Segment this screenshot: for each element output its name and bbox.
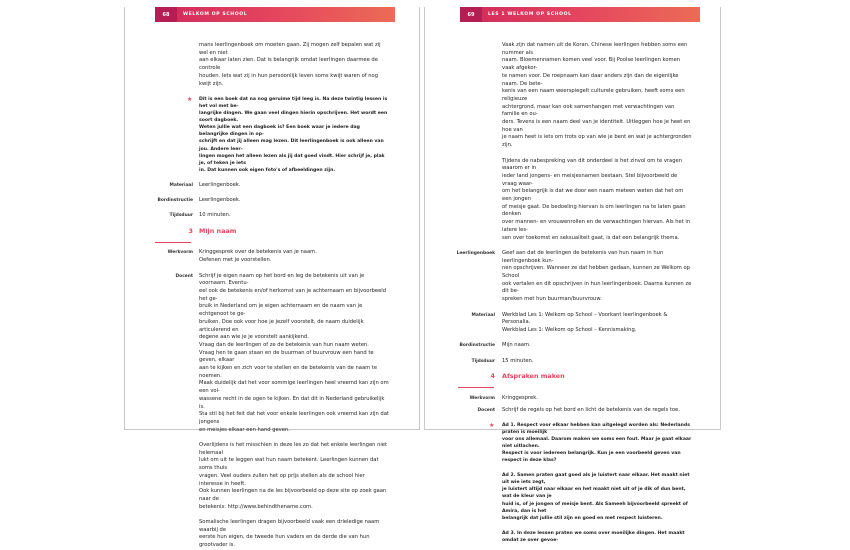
tip-line: Weten jullie wat een dagboek is? Een boek waar je iedere dag belangrijke dingen in op- <box>199 125 360 138</box>
text-line: Vaak zijn dat namen uit de Koran. Chinese leerlingen hebben soms een nummer als <box>502 42 688 56</box>
text-line: te namen voor. De roepnaam kan daar anders zijn dan de eigenlijke naam. De bete- <box>502 72 679 87</box>
tijdsduur-label: Tijdsduur <box>471 358 495 364</box>
materiaal-value: Leerlingenboek. <box>199 181 241 188</box>
section-title: Afspraken maken <box>502 372 565 381</box>
text-line: eel ook de betekenis en/of herkomst van je achternaam en bijvoorbeeld het ge- <box>199 287 386 302</box>
text-line: houden. Iets wat zij in hun persoonlijk leven soms kwijt waren of nog kwijt zijn. <box>199 72 379 87</box>
right-page <box>424 7 721 543</box>
bordinstructie-value: Leerlingenboek. <box>199 197 241 204</box>
bordinstructie-label: Bordinstructie <box>459 343 495 349</box>
right-page-number: 69 <box>460 7 482 22</box>
left-running-head-band <box>155 7 395 22</box>
section-rule <box>155 242 191 243</box>
text-line: Overlijdens is het misschien in deze les zo dat het enkele leerlingen niet helemaal <box>199 442 388 456</box>
tip-line: Ad 2. Samen praten gaat goed als je luistert naar elkaar. Het maakt niet uit wie iets zegt, <box>502 473 690 486</box>
left-page-body <box>125 42 419 550</box>
text-line: Schrijf je eigen naam op het bord en leg de betekenis uit van je voornaam. Eventu- <box>199 272 365 287</box>
tip-line: Respect is voor iedereen belangrijk. Kun je een voorbeeld geven van respect in deze klas? <box>502 451 681 464</box>
text-line: ook vertalen en dit opschrijven in hun leerlingenboek. Daarna kunnen ze dit be- <box>502 280 692 295</box>
text-line: aan elkaar laten zien. Dat is belangrijk omdat leerlingen daarmee de controle <box>199 57 378 72</box>
tip-star-icon: ★ <box>489 421 495 429</box>
right-running-head: LES 1 WELKOM OP SCHOOL <box>488 12 572 17</box>
right-page-body <box>425 42 720 544</box>
text-line: wassene recht in de ogen te kijken. En dat dit in Nederland gebruikelijk is. <box>199 395 385 410</box>
book-spread <box>124 7 721 549</box>
text-line: nen opschrijven. Wanneer ze dat hebben gedaan, kunnen ze Welkom op School <box>502 265 690 280</box>
text-line: Somalische leerlingen dragen bijvoorbeeld vaak een drieledige naam waarbij de <box>199 519 380 533</box>
left-page <box>124 7 420 549</box>
text-line: Ook kunnen leerlingen na de les bijvoorbeeld op deze site op zoek gaan naar de <box>199 488 387 502</box>
tip-line: belangrijk dat jullie stil zijn en goed en met respect luisteren. <box>502 515 663 521</box>
tip-line: langrijke dingen. We gaan veel dingen hierin opschrijven. Het wordt een soort dagboek. <box>199 111 388 124</box>
bordinstructie-label: Bordinstructie <box>157 198 193 204</box>
materiaal-label: Materiaal <box>169 182 193 188</box>
tijdsduur-value: 15 minuten. <box>502 357 534 364</box>
bordinstructie-value: Mijn naam. <box>502 342 531 349</box>
materiaal-label: Materiaal <box>471 312 495 318</box>
text-line: spreken met hun buurman/buurvrouw. <box>502 296 602 303</box>
text-line: Maak duidelijk dat het voor sommige leerlingen heel vreemd kan zijn om een vol- <box>199 380 389 395</box>
tip-star-icon: ★ <box>187 95 193 103</box>
tip-line: in. Dat kunnen ook eigen foto's of afbeeldingen zijn. <box>199 167 336 173</box>
docent-label: Docent <box>175 273 193 279</box>
tip-line: Ad 1. Respect voor elkaar hebben kan uitgelegd worden als: Nederlands praten is moeilijk <box>502 422 690 436</box>
text-line: eerste hun eigen, de tweede hun vaders en de derde die van hun grootvader is. <box>199 534 370 549</box>
text-line: Sta stil bij het feit dat het voor enkele leerlingen ook vreemd kan zijn dat jongens <box>199 411 389 425</box>
tip-line: voor ons allemaal. Daarom maken we soms een fout. Maar je gaat elkaar niet uitlachen. <box>502 437 692 450</box>
tip-line: Dit is een boek dat na nog geruime tijd leeg is. Na deze twintig lessen is het vol met be- <box>199 96 388 109</box>
text-line: mans leerlingenboek om moeten gaan. Zij mogen zelf bepalen wat zij wel en niet <box>199 42 381 56</box>
text-line: je naam heet is iets om trots op van wie je bent en wat je achtergronden zijn. <box>502 134 692 149</box>
werkvorm-label: Werkvorm <box>469 395 495 401</box>
section-title: Mijn naam <box>199 226 237 235</box>
tip-line: lingen mogen het alleen lezen als jij dat goed vindt. Hier schrijf je, plak je, of teken je iets <box>199 153 385 166</box>
text-line: over mannen- en vrouwenrollen en de verwachtingen hiervan. Als het in latere les- <box>502 219 691 233</box>
tip-line: huid is, of je jongen of meisje bent. Als Sameeh bijvoorbeeld spreekt of Amira, dan is het <box>502 501 688 514</box>
text-line: aan te kijken en zich voor te stellen en de betekenis van de naam te noemen. <box>199 365 378 379</box>
text-line: ieder land jongens- en meisjesnamen bestaan. Stel bijvoorbeeld de vraag waar- <box>502 172 678 187</box>
docent-label: Docent <box>477 407 495 413</box>
tijdsduur-value: 10 minuten. <box>199 212 231 219</box>
docent-value: Schrijf de regels op het bord en licht de betekenis van de regels toe. <box>502 406 680 413</box>
left-page-number: 68 <box>155 7 177 22</box>
text-line: of meisje gaat. De bedoeling hiervan is om leerlingen na te laten gaan denken <box>502 203 686 218</box>
text-line: Kringgesprek over de betekenis van je naam. <box>199 249 317 256</box>
right-running-head-band <box>460 7 700 22</box>
section-rule <box>458 387 494 388</box>
text-line: achtergrond, maar kan ook samenhangen met verwachtingen van familie en ou- <box>502 103 675 118</box>
text-line: om het belangrijk is dat we door een naam meteen weten dat het om een jongen <box>502 188 684 203</box>
tip-line: schrijft en dat jij alleen mag lezen. Dit leerlingenboek is ook alleen van jou. Andere leer- <box>199 139 384 152</box>
text-line: Tijdens de nabespreking van dit onderdeel is het zinvol om te vragen waarom er in <box>502 157 682 172</box>
text-line: Vraag hen te gaan staan en de buurman of buurvrouw een hand te geven, elkaar <box>199 349 374 364</box>
text-line: vragen. Veel ouders zullen het op prijs stellen als de school hier interesse in heeft. <box>199 472 365 487</box>
text-line: Werkblad Les 1: Welkom op School – Voorkant leerlingenboek & Personalia. <box>502 311 668 326</box>
text-line: betekenis: http://www.behindthename.com. <box>199 503 313 510</box>
section-number: 3 <box>188 226 193 235</box>
left-running-head: WELKOM OP SCHOOL <box>183 12 248 17</box>
text-line: bruik in Nederland om je eigen achternaam en de naam van je echtgenoot te ge- <box>199 303 363 318</box>
section-heading-4 <box>425 373 720 387</box>
text-line: naam. Bloemennamen komen veel voor. Bij Poolse leerlingen komen vaak afgekor- <box>502 57 681 72</box>
text-line: Geef aan dat de leerlingen de betekenis van hun naam in hun leerlingenboek kun- <box>502 249 664 264</box>
section-number: 4 <box>490 372 495 381</box>
werkvorm-label: Werkvorm <box>167 250 193 256</box>
tip-line: Ad 3. In deze lessen praten we soms over moeilijke dingen. Het maakt omdat ze over gevoe- <box>502 530 685 543</box>
text-line: kenis van een naam weerspiegelt culturele gebruiken, heeft soms een religieuze <box>502 88 685 102</box>
tip-line: je luistert altijd naar elkaar en het maakt niet uit of je dik of dun bent, wat de kleur van je <box>502 487 686 500</box>
text-line: Oefenen met je voorstellen. <box>199 257 272 264</box>
text-line: sen over toekomst en seksualiteit gaat, is dat een belangrijk thema. <box>502 234 680 241</box>
text-line: en meisjes elkaar een hand geven. <box>199 426 290 433</box>
leerlingenboek-label: Leerlingenboek <box>456 250 495 256</box>
werkvorm-value: Kringgesprek. <box>502 394 538 401</box>
tijdsduur-label: Tijdsduur <box>169 213 193 219</box>
section-heading-3 <box>125 228 419 242</box>
text-line: ders. Tevens is een naam deel van je identiteit. Uitleggen hoe je heet en hoe van <box>502 119 691 133</box>
text-line: Werkblad Les 1: Welkom op School – Kennismaking. <box>502 326 637 333</box>
text-line: bruiken. Doe ook voor hoe je jezelf voorstelt, de naam duidelijk articulerend en <box>199 318 364 333</box>
text-line: Vraag dan de leerlingen of ze de betekenis van hun naam weten. <box>199 341 369 348</box>
text-line: lukt om uit te leggen wat hun naam betekent. Leerlingen kunnen dat soms thuis <box>199 457 379 472</box>
text-line: degene aan wie je je voorstelt aankijkend. <box>199 334 309 341</box>
